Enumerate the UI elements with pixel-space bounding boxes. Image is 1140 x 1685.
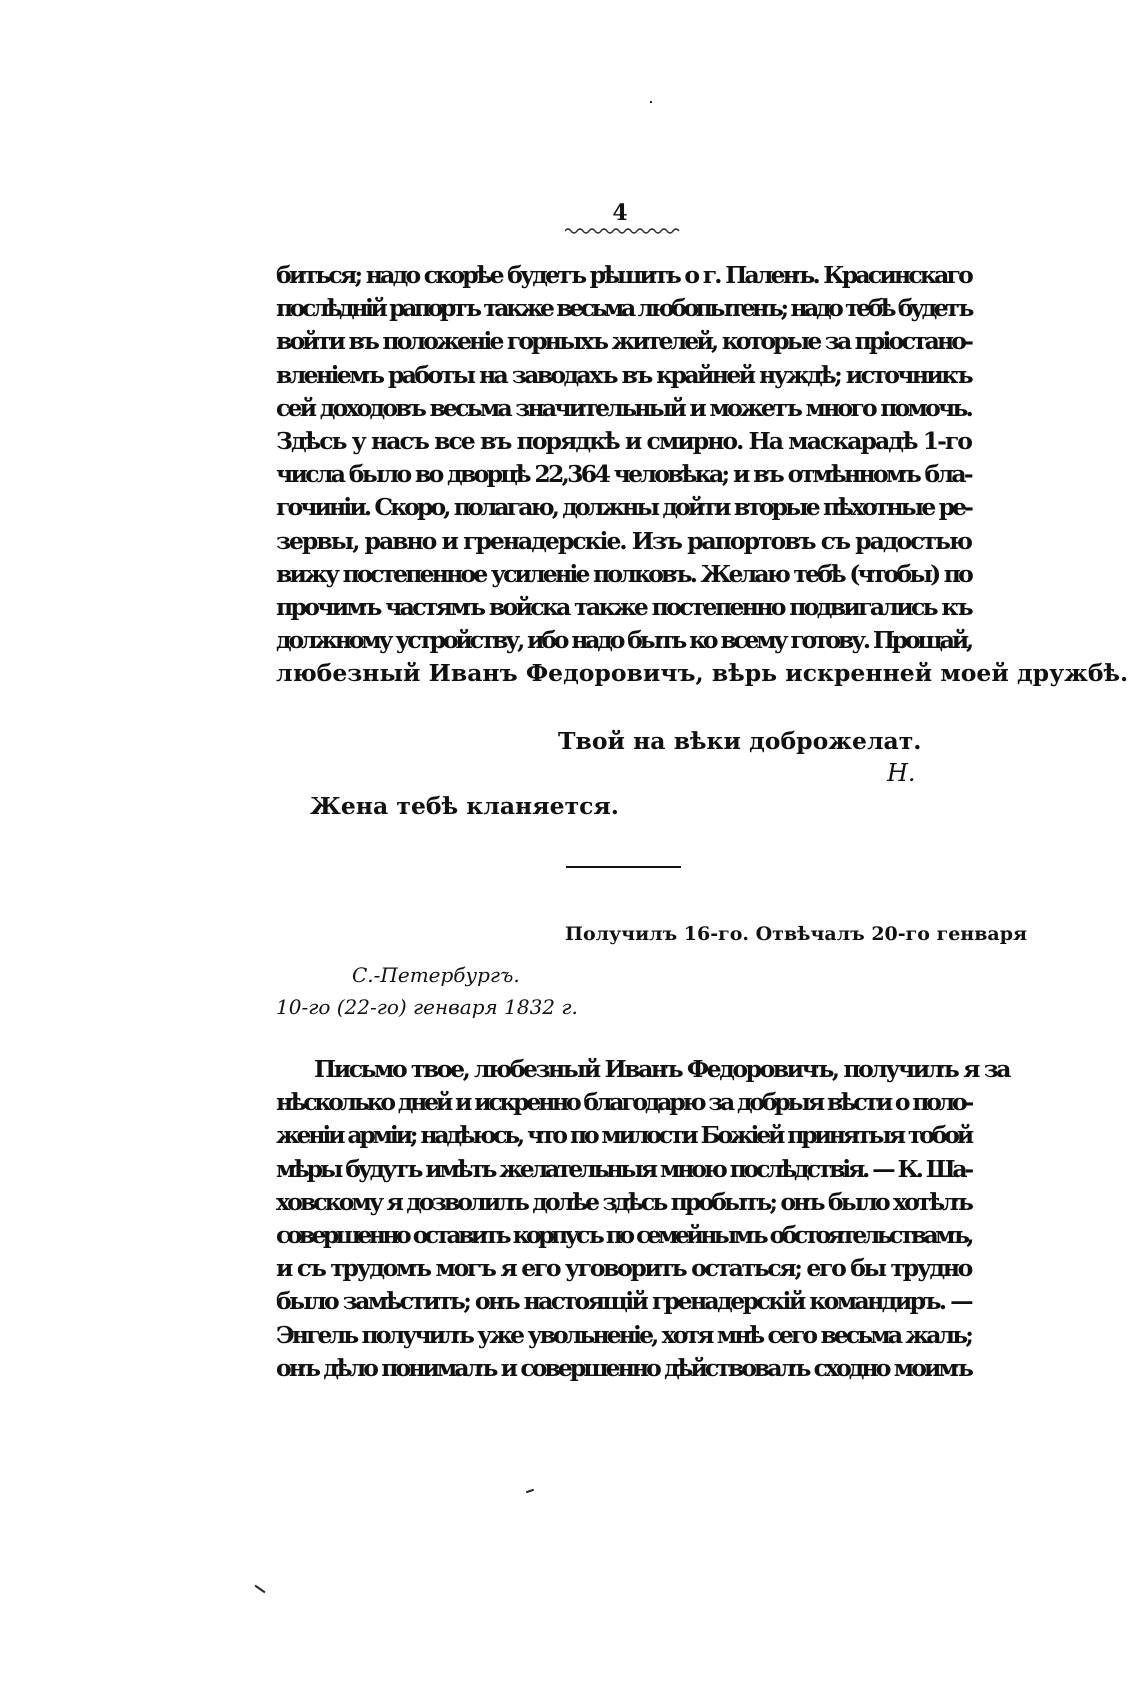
page-number: 4 bbox=[612, 200, 628, 226]
text-line: онъ дѣло понималъ и совершенно дѣйствовалъ сходно моимъ bbox=[276, 1353, 971, 1382]
letter-date: 10-го (22-го) генваря 1832 г. bbox=[276, 995, 578, 1019]
text-line: нѣсколько дней и искренно благодарю за добрыя вѣсти о поло- bbox=[276, 1088, 971, 1117]
text-line: совершенно оставить корпусъ по семейнымъ обстоятельствамъ, bbox=[276, 1221, 971, 1250]
text-line: зервы, равно и гренадерскiе. Изъ рапортовъ съ радостью bbox=[276, 526, 971, 555]
text-line: Энгель получилъ уже увольненiе, хотя мнѣ сего весьма жаль; bbox=[276, 1320, 971, 1349]
text-line: гочинiи. Скоро, полагаю, должны дойти вторые пѣхотные ре- bbox=[276, 493, 971, 522]
text-line: ховскому я дозволилъ долѣе здѣсь пробыть; онъ было хотѣлъ bbox=[276, 1187, 971, 1216]
text-line: должному устройству, ибо надо быть ко всему готову. Прощай, bbox=[276, 626, 971, 655]
text-line: прочимъ частямъ войска также постепенно подвигались къ bbox=[276, 593, 971, 622]
scan-speck bbox=[650, 101, 652, 103]
letter-place: С.-Петербургъ. bbox=[352, 963, 520, 987]
scan-speck bbox=[255, 1585, 266, 1594]
text-line: войти въ положенiе горныхъ жителей, которые за прiостано- bbox=[276, 327, 971, 356]
text-line: и съ трудомъ могъ я его уговорить остаться; его бы трудно bbox=[276, 1254, 971, 1283]
section-divider bbox=[566, 866, 681, 868]
letter-postscript: Жена тебѣ кланяется. bbox=[310, 792, 619, 820]
letter-closing: Твой на вѣки доброжелат. bbox=[558, 727, 922, 755]
letter-signature: Н. bbox=[887, 759, 916, 787]
text-line: числа было во дворцѣ 22,364 человѣка; и въ отмѣнномъ бла- bbox=[276, 460, 971, 489]
text-line: мѣры будутъ имѣть желательныя мною послѣдствiя. — К. Ша- bbox=[276, 1154, 971, 1183]
letter-continuation-text bbox=[276, 259, 1129, 691]
wavy-rule-ornament bbox=[565, 226, 680, 236]
text-line: женiи армiи; надѣюсь, что по милости Божiей принятыя тобой bbox=[276, 1121, 971, 1150]
text-line: биться; надо скорѣе будетъ рѣшить о г. Паленъ. Красинскаго bbox=[276, 261, 971, 289]
text-line: Письмо твое, любезный Иванъ Федоровичъ, получилъ я за bbox=[314, 1055, 1009, 1083]
received-note: Получилъ 16-го. Отвѣчалъ 20-го генваря bbox=[565, 923, 1028, 945]
next-letter-text bbox=[276, 1053, 1009, 1385]
text-line: Здѣсь у насъ все въ порядкѣ и смирно. На маскарадѣ 1-го bbox=[276, 427, 971, 456]
text-line: вижу постепенное усиленiе полковъ. Желаю тебѣ (чтобы) по bbox=[276, 559, 971, 588]
text-line: сей доходовъ весьма значительный и можетъ много помочь. bbox=[276, 393, 971, 422]
text-line: было замѣстить; онъ настоящiй гренадерскiй командиръ. — bbox=[276, 1287, 971, 1316]
text-line: послѣднiй рапортъ также весьма любопытенъ; надо тебѣ будетъ bbox=[276, 294, 971, 323]
text-line: любезный Иванъ Федоровичъ, вѣрь искренней моей дружбѣ. bbox=[276, 659, 1129, 688]
scan-speck bbox=[526, 1489, 534, 1494]
text-line: вленiемъ работы на заводахъ въ крайней нуждѣ; источникъ bbox=[276, 360, 971, 389]
